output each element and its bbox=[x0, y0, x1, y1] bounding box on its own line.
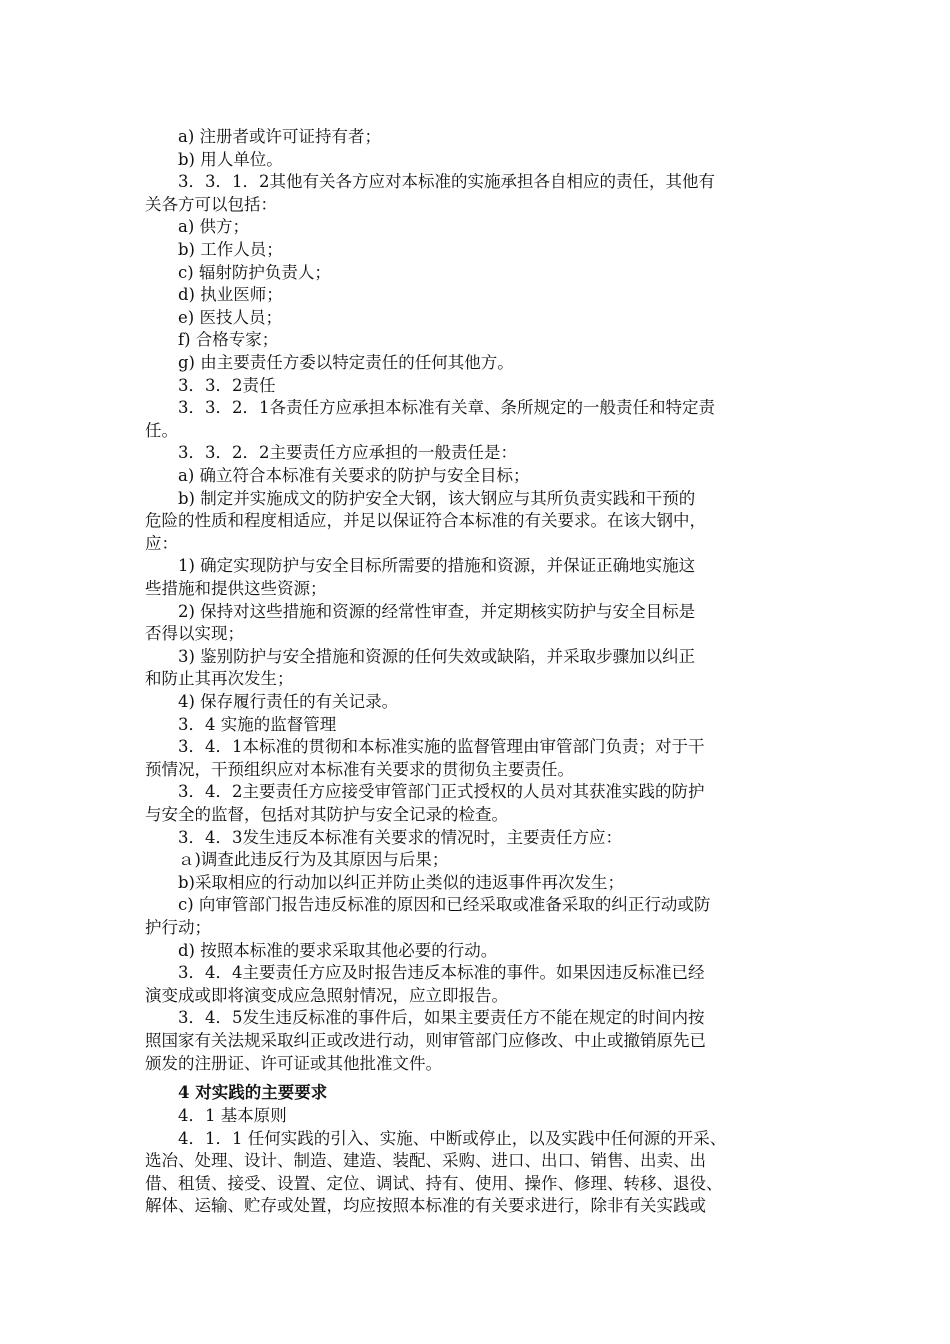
text-line: e) 医技人员； bbox=[178, 307, 282, 327]
text-line: 照国家有关法规采取纠正或改进行动，则审管部门应修改、中止或撤销原先已 bbox=[145, 1031, 706, 1050]
text-line: 3．3．2责任 bbox=[178, 375, 276, 395]
text-line: a) 供方； bbox=[178, 217, 250, 237]
text-line: a) 确立符合本标准有关要求的防护与安全目标； bbox=[178, 466, 530, 485]
text-line: ａ)调查此违反行为及其原因与后果； bbox=[178, 850, 449, 870]
text-line: 预情况，干预组织应对本标准有关要求的贯彻负主要责任。 bbox=[145, 759, 574, 779]
text-line: 借、租赁、接受、设置、定位、调试、持有、使用、操作、修理、转移、退役、 bbox=[145, 1173, 723, 1193]
text-line: 颁发的注册证、许可证或其他批准文件。 bbox=[145, 1053, 442, 1073]
text-line: 2) 保持对这些措施和资源的经常性审查，并定期核实防护与安全目标是 bbox=[178, 601, 696, 621]
text-line: 4) 保存履行责任的有关记录。 bbox=[178, 692, 399, 711]
text-line: 应： bbox=[145, 533, 178, 553]
text-line: 3．4 实施的监督管理 bbox=[178, 714, 337, 734]
text-line: 3．4．5发生违反标准的事件后，如果主要责任方不能在规定的时间内按 bbox=[178, 1008, 705, 1028]
text-line: 4．1．1 任何实践的引入、实施、中断或停止，以及实践中任何源的开采、 bbox=[178, 1128, 727, 1148]
text-line: 3．3．1．2其他有关各方应对本标准的实施承担各自相应的责任，其他有 bbox=[178, 172, 715, 192]
text-line: a) 注册者或许可证持有者； bbox=[178, 127, 382, 146]
text-line: 3．3．2．1各责任方应承担本标准有关章、条所规定的一般责任和特定责 bbox=[178, 398, 715, 418]
text-line: b) 用人单位。 bbox=[178, 149, 283, 169]
text-line: 3．4．3发生违反本标准有关要求的情况时，主要责任方应： bbox=[178, 827, 622, 847]
text-line: d) 执业医师； bbox=[178, 285, 283, 305]
text-line: 任。 bbox=[145, 420, 178, 440]
text-line: 关各方可以包括： bbox=[145, 194, 277, 214]
text-line: g) 由主要责任方委以特定责任的任何其他方。 bbox=[178, 353, 514, 372]
text-line: 3．4．2主要责任方应接受审管部门正式授权的人员对其获准实践的防护 bbox=[178, 782, 705, 802]
text-line: 和防止其再次发生； bbox=[145, 669, 294, 689]
text-line: b) 工作人员； bbox=[178, 240, 283, 259]
text-line: b)采取相应的行动加以纠正并防止类似的违返事件再次发生； bbox=[178, 872, 624, 892]
text-line: c) 辐射防护负责人； bbox=[178, 262, 331, 282]
text-line: d) 按照本标准的要求采取其他必要的行动。 bbox=[178, 940, 498, 960]
text-line: b) 制定并实施成文的防护安全大钢，该大钢应与其所负责实践和干预的 bbox=[178, 488, 696, 508]
text-line: c) 向审管部门报告违反标准的原因和已经采取或准备采取的纠正行动或防 bbox=[178, 895, 711, 915]
text-line: 否得以实现； bbox=[145, 624, 244, 644]
text-line: 护行动； bbox=[145, 918, 211, 937]
text-line: 演变成或即将演变成应急照射情况，应立即报告。 bbox=[145, 985, 508, 1005]
text-line: 3) 鉴别防护与安全措施和资源的任何失效或缺陷，并采取步骤加以纠正 bbox=[178, 646, 696, 666]
text-line: 与安全的监督，包括对其防护与安全记录的检查。 bbox=[145, 805, 508, 824]
section-4-heading: 4 对实践的主要要求 bbox=[178, 1083, 328, 1102]
text-line: 解体、运输、贮存或处置，均应按照本标准的有关要求进行，除非有关实践或 bbox=[145, 1196, 706, 1216]
text-line: 1) 确定实现防护与安全目标所需要的措施和资源，并保证正确地实施这 bbox=[178, 556, 696, 576]
text-line: 些措施和提供这些资源； bbox=[145, 579, 327, 598]
text-line: 3．3．2．2主要责任方应承担的一般责任是： bbox=[178, 443, 517, 463]
text-line: 选冶、处理、设计、制造、建造、装配、采购、进口、出口、销售、出卖、出 bbox=[145, 1151, 706, 1171]
text-line: 3．4．1本标准的贯彻和本标准实施的监督管理由审管部门负责；对于干 bbox=[178, 737, 705, 757]
text-line: 4．1 基本原则 bbox=[178, 1106, 287, 1125]
text-line: 3．4．4主要责任方应及时报告违反本标准的事件。如果因违反标准已经 bbox=[178, 963, 705, 983]
text-line: 危险的性质和程度相适应，并足以保证符合本标准的有关要求。在该大钢中， bbox=[145, 511, 706, 531]
text-line: f) 合格专家； bbox=[178, 330, 279, 350]
